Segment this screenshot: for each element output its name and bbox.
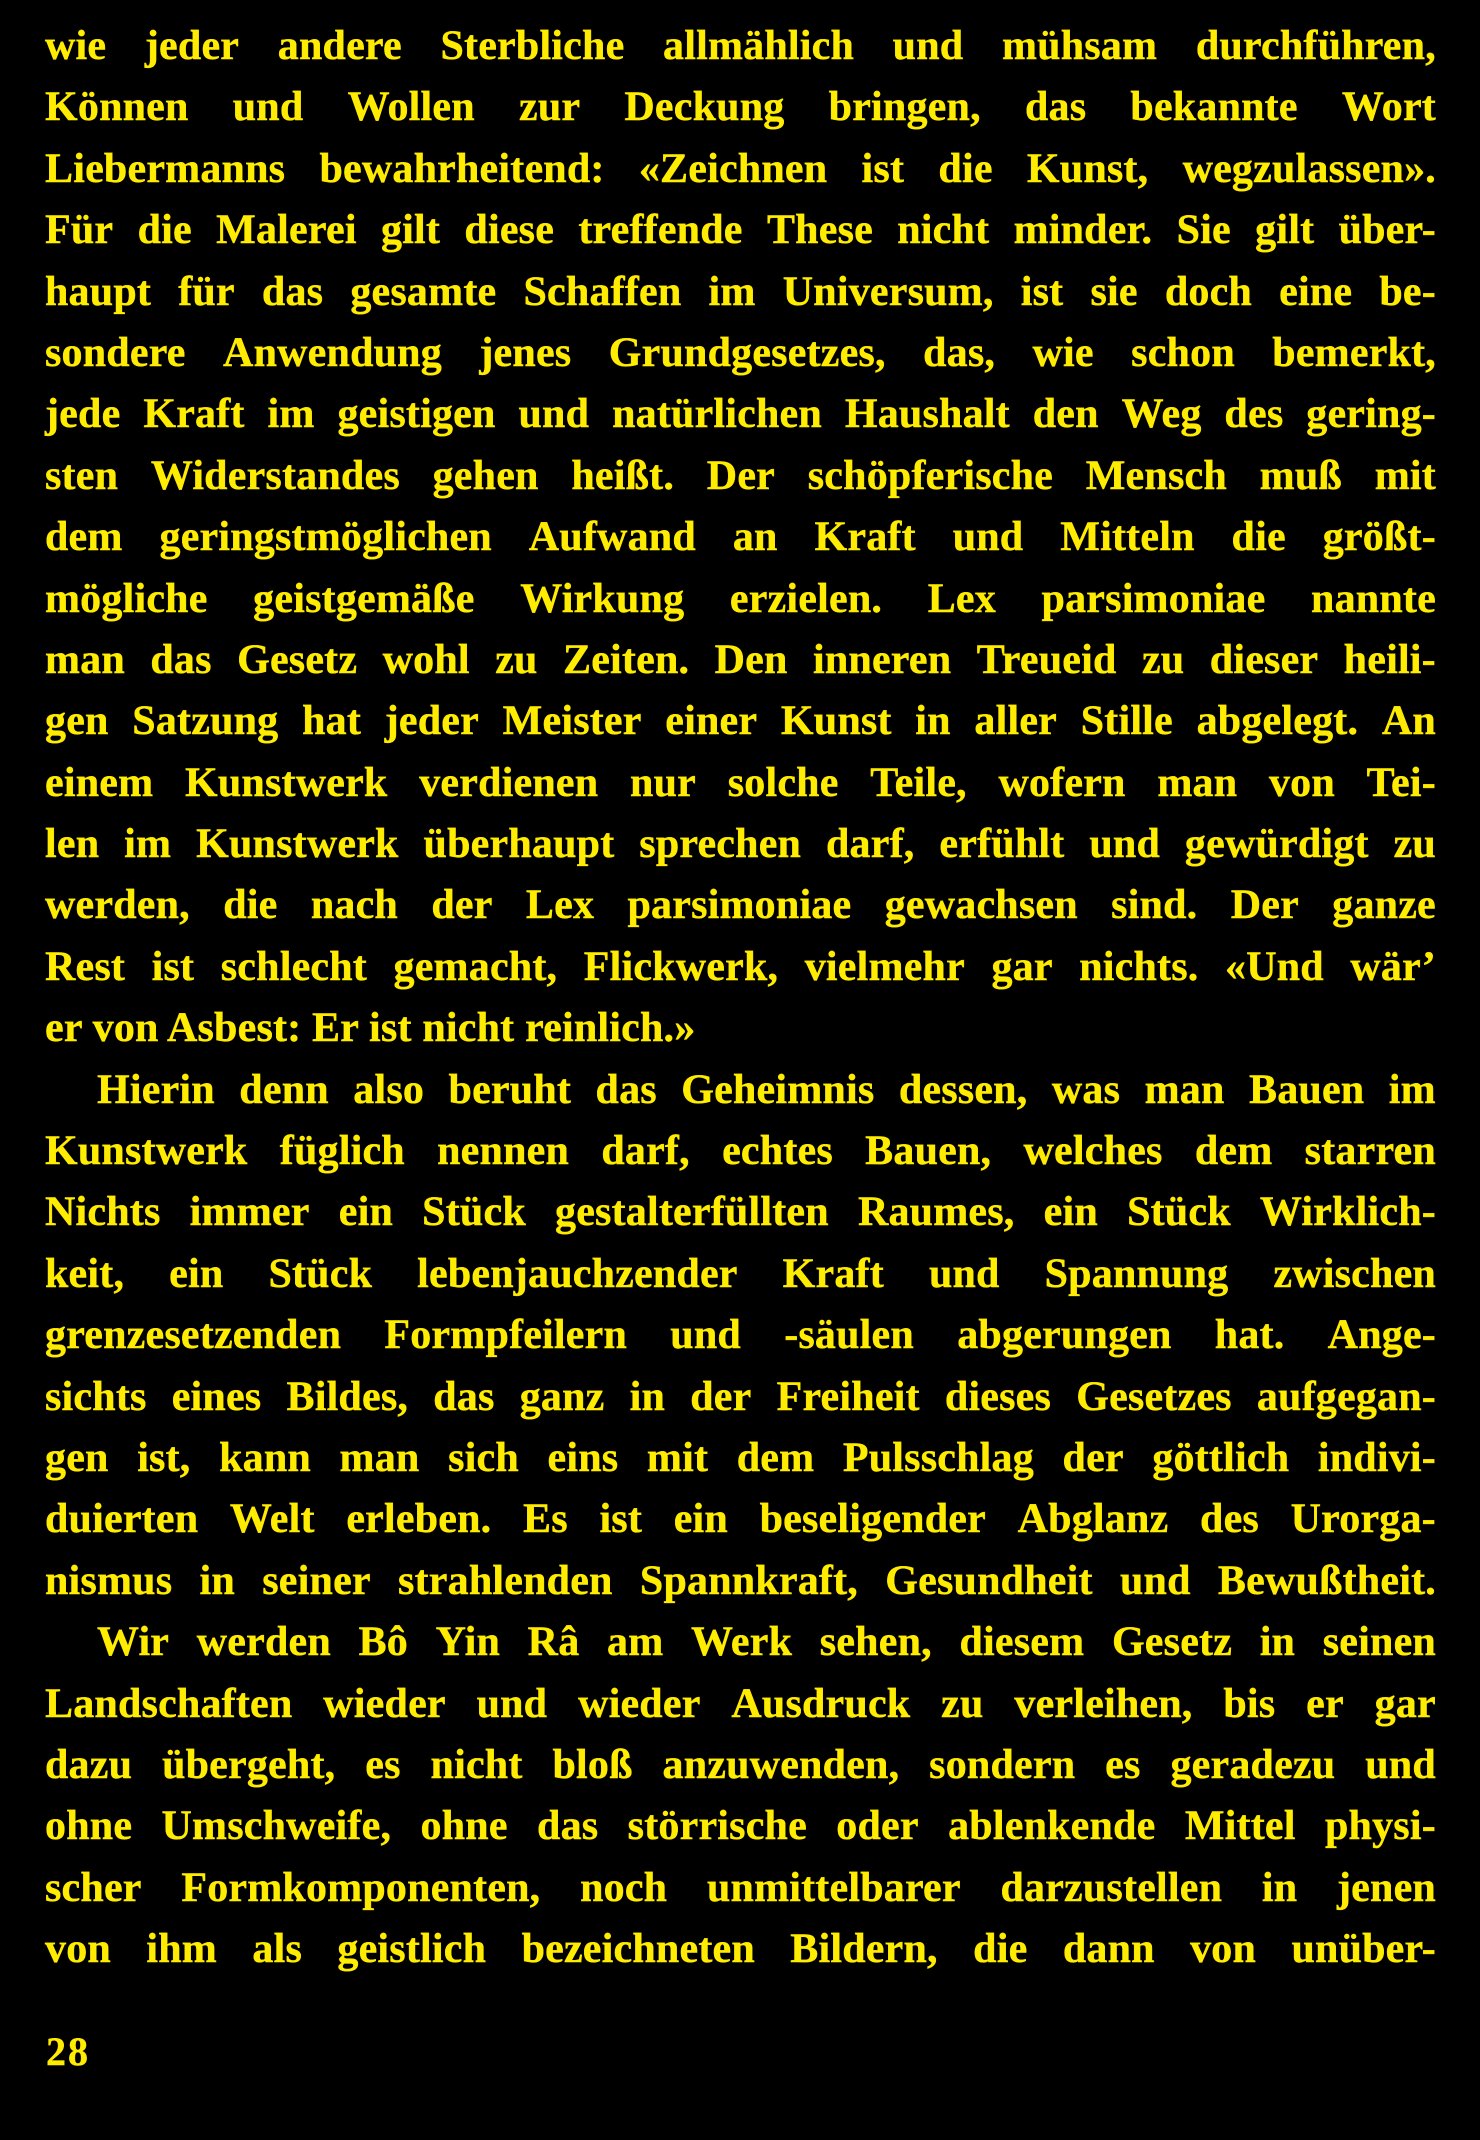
text-line: wie jeder andere Sterbliche allmählich und mühsam durchführen, [45,23,1436,69]
text-line: sondere Anwendung jenes Grundgesetzes, das, wie schon bemerkt, [45,329,1436,376]
text-line: scher Formkomponenten, noch unmittelbarer darzustellen in jenen [45,1864,1436,1911]
text-line: sichts eines Bildes, das ganz in der Freiheit dieses Gesetzes aufgegan- [45,1373,1436,1420]
text-line: dazu übergeht, es nicht bloß anzuwenden, sondern es geradezu und [45,1741,1436,1788]
text-line: duierten Welt erleben. Es ist ein beseligender Abglanz des Urorga- [45,1496,1436,1543]
text-line: gen Satzung hat jeder Meister einer Kunst in aller Stille abgelegt. An [45,698,1436,745]
text-line: haupt für das gesamte Schaffen im Universum, ist sie doch eine be- [45,268,1436,315]
text-line: Können und Wollen zur Deckung bringen, das bekannte Wort [45,84,1436,131]
text-line: Landschaften wieder und wieder Ausdruck zu verleihen, bis er gar [45,1680,1436,1727]
text-block [45,16,1436,1981]
text-line: gen ist, kann man sich eins mit dem Pulsschlag der göttlich indivi- [45,1434,1436,1481]
text-line: einem Kunstwerk verdienen nur solche Teile, wofern man von Tei- [45,759,1436,806]
paragraph [45,1060,1436,1613]
text-line: von ihm als geistlich bezeichneten Bildern, die dann von unüber- [45,1926,1436,1973]
text-line: Rest ist schlecht gemacht, Flickwerk, vielmehr gar nichts. «Und wär’ [45,943,1436,990]
text-line: Nichts immer ein Stück gestalterfüllten Raumes, ein Stück Wirklich- [45,1189,1436,1236]
text-line: ohne Umschweife, ohne das störrische oder ablenkende Mittel physi- [45,1803,1436,1850]
text-line: jede Kraft im geistigen und natürlichen Haushalt den Weg des gering- [45,391,1436,438]
text-line: werden, die nach der Lex parsimoniae gewachsen sind. Der ganze [45,882,1436,929]
text-line: Wir werden Bô Yin Râ am Werk sehen, diesem Gesetz in seinen [97,1619,1436,1666]
text-line: dem geringstmöglichen Aufwand an Kraft und Mitteln die größt- [45,514,1436,561]
text-line: nismus in seiner strahlenden Spannkraft, Gesundheit und Bewußtheit. [45,1557,1436,1604]
text-line: mögliche geistgemäße Wirkung erzielen. Lex parsimoniae nannte [45,575,1436,622]
paragraph [45,1612,1436,1980]
page-number: 28 [46,2029,90,2074]
text-line: len im Kunstwerk überhaupt sprechen darf, erfühlt und gewürdigt zu [45,821,1436,868]
text-line: Liebermanns bewahrheitend: «Zeichnen ist die Kunst, wegzulassen». [45,145,1436,192]
text-line: er von Asbest: Er ist nicht reinlich.» [45,1005,696,1052]
text-line: sten Widerstandes gehen heißt. Der schöpferische Mensch muß mit [45,452,1436,499]
text-line: Für die Malerei gilt diese treffende These nicht minder. Sie gilt über- [45,207,1436,254]
text-line: grenzesetzenden Formpfeilern und -säulen abgerungen hat. Ange- [45,1312,1436,1359]
paragraph [45,16,1436,1060]
text-line: keit, ein Stück lebenjauchzender Kraft und Spannung zwischen [45,1250,1436,1297]
text-line: man das Gesetz wohl zu Zeiten. Den inneren Treueid zu dieser heili- [45,636,1436,683]
text-line: Hierin denn also beruht das Geheimnis dessen, was man Bauen im [97,1066,1436,1113]
text-line: Kunstwerk füglich nennen darf, echtes Bauen, welches dem starren [45,1128,1436,1175]
